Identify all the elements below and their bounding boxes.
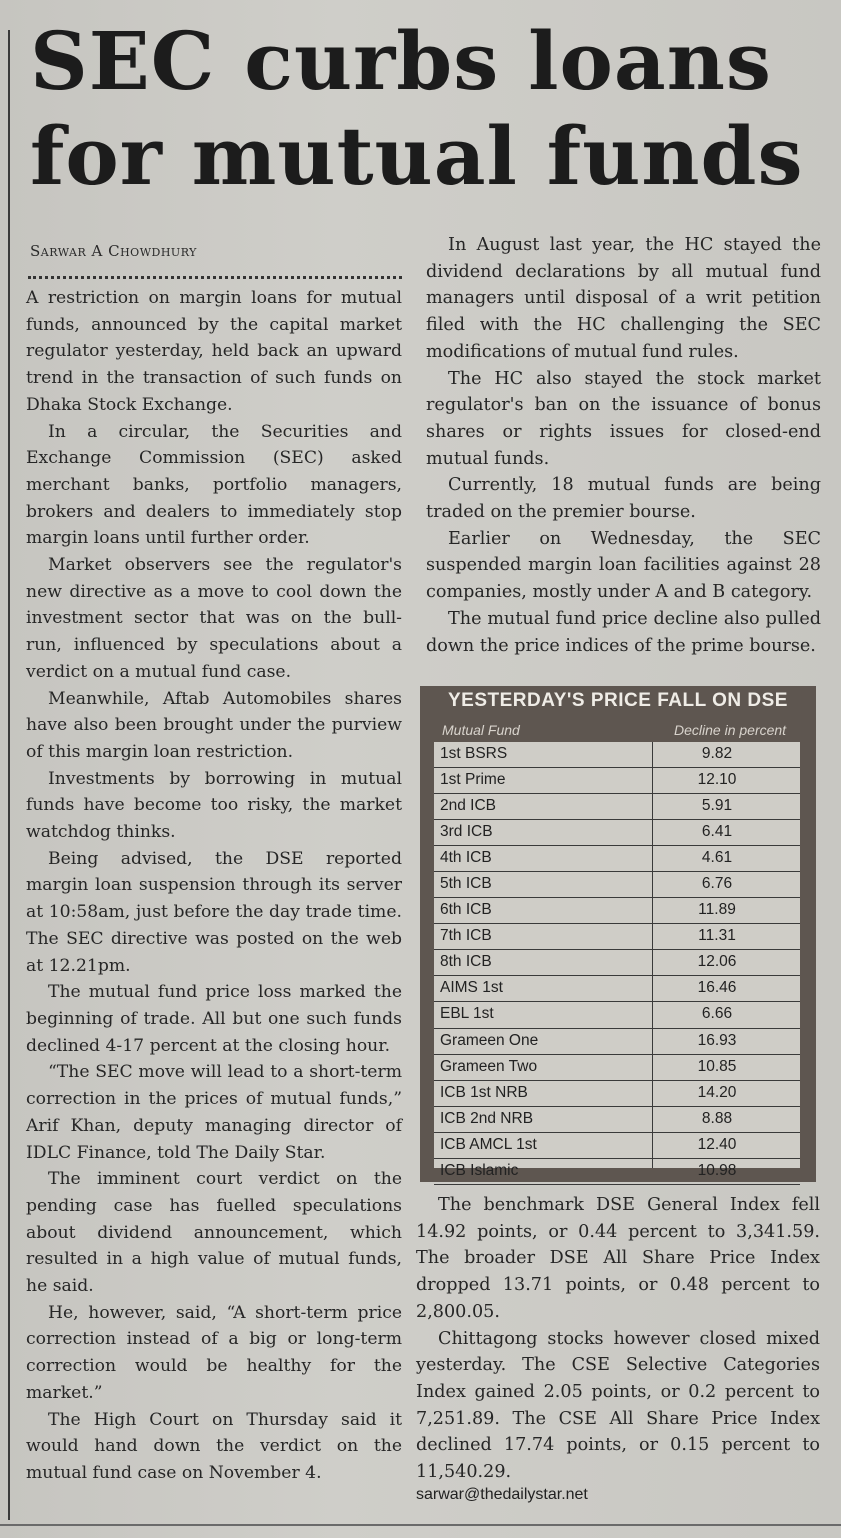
fund-name-cell: ICB Islamic bbox=[440, 1161, 519, 1179]
table-header bbox=[434, 720, 804, 742]
table-row bbox=[434, 1159, 800, 1185]
decline-percent-cell: 10.98 bbox=[697, 1161, 737, 1179]
table-row bbox=[434, 742, 800, 768]
header-mutual-fund: Mutual Fund bbox=[442, 722, 520, 738]
paragraph: Being advised, the DSE reported margin loan suspension through its server at 10:58am, just before the day trade time. The SEC directive was posted on the web at 12.21pm. bbox=[26, 848, 402, 976]
headline bbox=[30, 14, 830, 204]
fund-name-cell: 7th ICB bbox=[440, 927, 492, 945]
paragraph: The mutual fund price decline also pulled down the price indices of the prime bourse. bbox=[426, 608, 821, 656]
table-row bbox=[434, 950, 800, 976]
paragraph: The imminent court verdict on the pending case has fuelled speculations about dividend announcement, which resulted in a high value of mutual funds, he said. bbox=[26, 1169, 402, 1297]
table-row bbox=[434, 976, 800, 1002]
decline-percent-cell: 16.93 bbox=[697, 1031, 737, 1049]
decline-percent-cell: 6.76 bbox=[701, 875, 733, 893]
fund-name-cell: EBL 1st bbox=[440, 1005, 494, 1023]
decline-percent-cell: 5.91 bbox=[701, 797, 733, 815]
fund-name-cell: 4th ICB bbox=[440, 849, 492, 867]
headline-line-1: SEC curbs loans bbox=[30, 14, 772, 108]
right-column-top bbox=[426, 232, 821, 659]
table-row bbox=[434, 872, 800, 898]
fund-name-cell: Grameen Two bbox=[440, 1057, 538, 1075]
bottom-rule bbox=[0, 1524, 841, 1526]
table-row bbox=[434, 794, 800, 820]
fund-name-cell: 2nd ICB bbox=[440, 797, 497, 815]
table-row bbox=[434, 846, 800, 872]
fund-name-cell: ICB 1st NRB bbox=[440, 1083, 528, 1101]
paragraph: “The SEC move will lead to a short-term correction in the prices of mutual funds,” Arif Khan, deputy managing director of IDLC Finance, told The Daily Star. bbox=[26, 1062, 402, 1163]
table-row bbox=[434, 1081, 800, 1107]
fund-name-cell: 8th ICB bbox=[440, 953, 492, 971]
header-decline: Decline in percent bbox=[674, 722, 787, 738]
paragraph: Earlier on Wednesday, the SEC suspended margin loan facilities against 28 companies, mostly under A and B category. bbox=[426, 528, 821, 603]
table-row bbox=[434, 1107, 800, 1133]
author-email: sarwar@thedailystar.net bbox=[416, 1486, 588, 1503]
byline: Sarwar A Chowdhury bbox=[30, 242, 197, 260]
paragraph: In a circular, the Securities and Exchange Commission (SEC) asked merchant banks, portfolio managers, brokers and dealers to immediately stop margin loans until further order. bbox=[26, 421, 402, 549]
table-row bbox=[434, 924, 800, 950]
fund-name-cell: AIMS 1st bbox=[440, 979, 503, 997]
fund-name-cell: Grameen One bbox=[440, 1031, 539, 1049]
table-title: YESTERDAY'S PRICE FALL ON DSE bbox=[448, 690, 788, 711]
table-row bbox=[434, 898, 800, 924]
fund-name-cell: ICB 2nd NRB bbox=[440, 1109, 534, 1127]
decline-percent-cell: 9.82 bbox=[701, 745, 733, 762]
paragraph: Investments by borrowing in mutual funds have become too risky, the market watchdog thinks. bbox=[26, 768, 402, 843]
decline-percent-cell: 11.31 bbox=[698, 927, 736, 945]
decline-percent-cell: 16.46 bbox=[697, 979, 737, 997]
decline-percent-cell: 8.88 bbox=[701, 1109, 733, 1127]
paragraph: Meanwhile, Aftab Automobiles shares have also been brought under the purview of this margin loan restriction. bbox=[26, 688, 402, 762]
decline-percent-cell: 14.20 bbox=[697, 1083, 737, 1101]
decline-percent-cell: 4.61 bbox=[701, 849, 733, 867]
decline-percent-cell: 6.41 bbox=[701, 823, 733, 841]
table-row bbox=[434, 820, 800, 846]
left-column bbox=[26, 285, 402, 1487]
fund-name-cell: ICB AMCL 1st bbox=[440, 1135, 537, 1153]
table-row bbox=[434, 1133, 800, 1159]
fund-name-cell: 5th ICB bbox=[440, 875, 492, 893]
decline-percent-cell: 10.85 bbox=[697, 1057, 737, 1075]
table-row bbox=[434, 768, 800, 794]
headline-line-2: for mutual funds bbox=[30, 109, 804, 203]
table-row bbox=[434, 1055, 800, 1081]
column-rule bbox=[8, 30, 10, 1520]
paragraph: He, however, said, “A short-term price correction instead of a big or long-term correction would be healthy for the market.” bbox=[26, 1302, 402, 1403]
paragraph: A restriction on margin loans for mutual funds, announced by the capital market regulator yesterday, held back an upward trend in the transaction of such funds on Dhaka Stock Exchange. bbox=[26, 288, 402, 415]
table-body bbox=[434, 742, 800, 1179]
fund-name-cell: 1st Prime bbox=[440, 771, 506, 789]
table-row bbox=[434, 1002, 800, 1028]
right-column-bottom bbox=[416, 1192, 820, 1486]
decline-percent-cell: 6.66 bbox=[701, 1005, 733, 1023]
dotted-divider bbox=[28, 276, 402, 279]
decline-percent-cell: 12.06 bbox=[697, 953, 737, 971]
table-row bbox=[434, 1029, 800, 1055]
decline-percent-cell: 12.40 bbox=[697, 1135, 737, 1153]
paragraph: The High Court on Thursday said it would hand down the verdict on the mutual fund case on November 4. bbox=[26, 1409, 402, 1483]
paragraph: The HC also stayed the stock market regulator's ban on the issuance of bonus shares or rights issues for closed-end mutual funds. bbox=[426, 368, 821, 469]
decline-percent-cell: 12.10 bbox=[697, 771, 737, 789]
decline-percent-cell: 11.89 bbox=[698, 901, 736, 919]
paragraph: Chittagong stocks however closed mixed yesterday. The CSE Selective Categories Index gained 2.05 points, or 0.2 percent to 7,251.89. The CSE All Share Price Index declined 17.74 points, or 0.15 percent to 11,540.29. bbox=[416, 1328, 820, 1483]
paragraph: Currently, 18 mutual funds are being traded on the premier bourse. bbox=[426, 475, 821, 523]
fund-name-cell: 1st BSRS bbox=[440, 745, 508, 762]
paragraph: The benchmark DSE General Index fell 14.92 points, or 0.44 percent to 3,341.59. The broader DSE All Share Price Index dropped 13.71 points, or 0.48 percent to 2,800.05. bbox=[416, 1195, 820, 1322]
price-fall-table bbox=[420, 686, 816, 1182]
paragraph: Market observers see the regulator's new directive as a move to cool down the investment sector that was on the bull-run, influenced by speculations about a verdict on a mutual fund case. bbox=[26, 555, 402, 682]
fund-name-cell: 3rd ICB bbox=[440, 823, 493, 841]
paragraph: In August last year, the HC stayed the dividend declarations by all mutual fund managers until disposal of a writ petition filed with the HC challenging the SEC modifications of mutual fund rules. bbox=[426, 235, 821, 362]
fund-name-cell: 6th ICB bbox=[440, 901, 492, 919]
paragraph: The mutual fund price loss marked the beginning of trade. All but one such funds declined 4-17 percent at the closing hour. bbox=[26, 982, 402, 1056]
